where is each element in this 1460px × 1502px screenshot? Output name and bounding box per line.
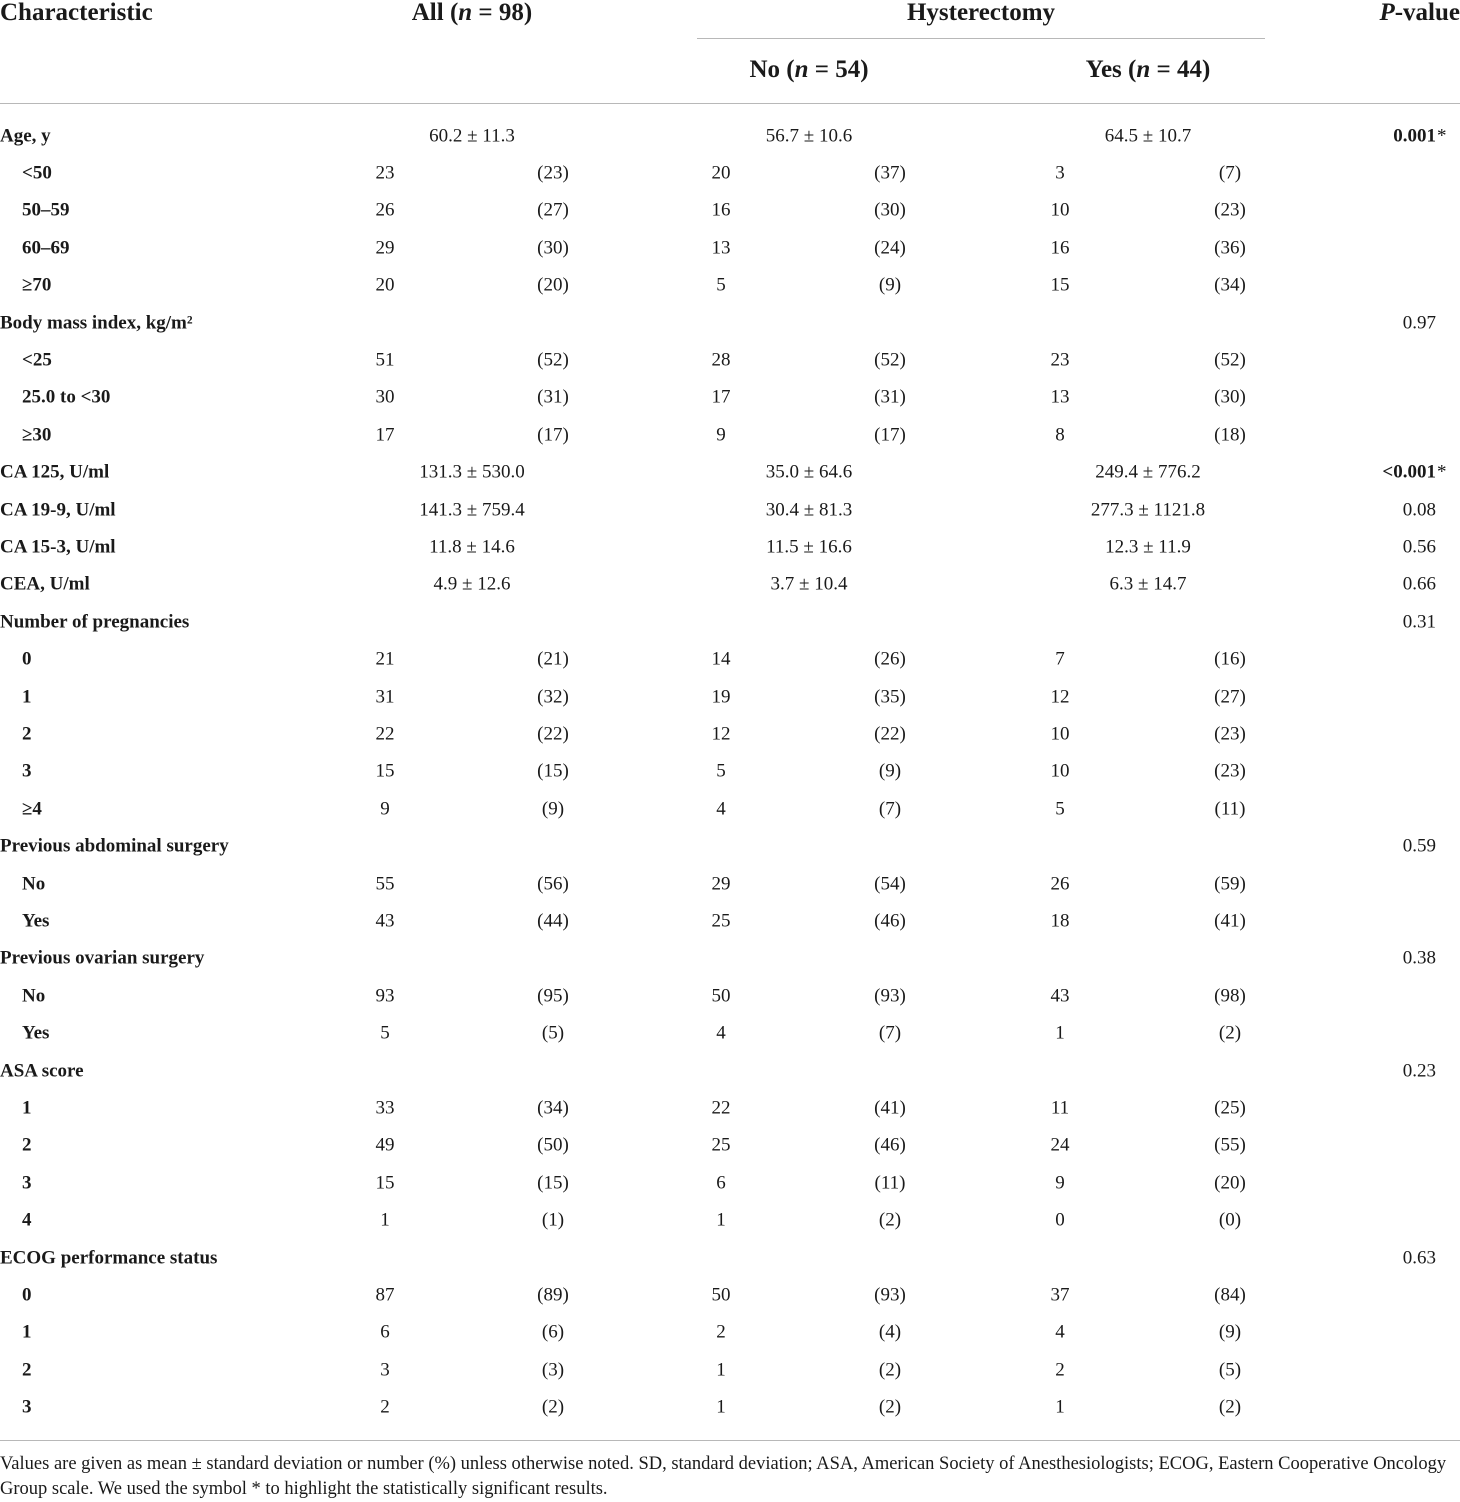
no-count: 5: [716, 274, 726, 296]
no-count: 13: [711, 237, 731, 259]
table-row: [0, 304, 1460, 341]
yes-percent: (34): [1214, 274, 1246, 296]
no-percent: (2): [878, 1209, 902, 1231]
table-bottom-rule: [0, 1440, 1460, 1441]
no-percent: (2): [878, 1359, 902, 1381]
no-count: 2: [716, 1321, 726, 1343]
no-count: 1: [716, 1396, 726, 1418]
all-percent: (56): [537, 873, 569, 895]
all-count: 23: [375, 162, 395, 184]
header-characteristic: Characteristic: [0, 0, 153, 26]
row-label: 1: [22, 1321, 32, 1343]
table-row: [0, 1276, 1460, 1313]
all-count: 93: [375, 985, 395, 1007]
yes-mean-sd: 6.3 ± 14.7: [1109, 573, 1187, 595]
yes-percent: (23): [1214, 723, 1246, 745]
p-value-number: 0.23: [1402, 1060, 1436, 1082]
all-count: 5: [380, 1022, 390, 1044]
all-count: 9: [380, 798, 390, 820]
p-value-number: 0.66: [1402, 573, 1436, 595]
all-percent: (52): [537, 349, 569, 371]
all-mean-sd: 141.3 ± 759.4: [419, 499, 525, 521]
no-count: 4: [716, 1022, 726, 1044]
header-hysterectomy: Hysterectomy: [906, 0, 1056, 26]
no-mean-sd: 3.7 ± 10.4: [770, 573, 848, 595]
all-percent: (22): [537, 723, 569, 745]
yes-count: 8: [1055, 424, 1065, 446]
row-label: 0: [22, 1284, 32, 1306]
all-count: 33: [375, 1097, 395, 1119]
all-mean-sd: 4.9 ± 12.6: [433, 573, 511, 595]
row-label: 2: [22, 723, 32, 745]
yes-count: 3: [1055, 162, 1065, 184]
all-count: 2: [380, 1396, 390, 1418]
p-value: [1403, 1061, 1436, 1080]
p-value: [1393, 126, 1436, 145]
no-count: 16: [711, 199, 731, 221]
table-row: [0, 229, 1460, 266]
no-percent: (46): [874, 1134, 906, 1156]
yes-percent: (25): [1214, 1097, 1246, 1119]
no-percent: (93): [874, 1284, 906, 1306]
yes-mean-sd: 12.3 ± 11.9: [1105, 536, 1191, 558]
header-p-value: P-value: [1379, 0, 1460, 26]
p-value-number: 0.001: [1393, 125, 1436, 147]
yes-count: 10: [1050, 199, 1070, 221]
all-percent: (2): [541, 1396, 565, 1418]
no-count: 9: [716, 424, 726, 446]
p-value-number: 0.56: [1402, 536, 1436, 558]
all-mean-sd: 60.2 ± 11.3: [429, 125, 515, 147]
row-label: 1: [22, 686, 32, 708]
all-percent: (44): [537, 910, 569, 932]
all-mean-sd: 11.8 ± 14.6: [429, 536, 515, 558]
yes-count: 7: [1055, 648, 1065, 670]
all-count: 1: [380, 1209, 390, 1231]
all-percent: (30): [537, 237, 569, 259]
table-row: [0, 753, 1460, 790]
table-row: [0, 192, 1460, 229]
table-row: [0, 1164, 1460, 1201]
no-percent: (17): [874, 424, 906, 446]
row-label: <25: [22, 349, 52, 371]
row-label: <50: [22, 162, 52, 184]
no-mean-sd: 56.7 ± 10.6: [765, 125, 853, 147]
no-percent: (7): [878, 798, 902, 820]
table-row: [0, 1239, 1460, 1276]
yes-percent: (41): [1214, 910, 1246, 932]
row-label: CEA, U/ml: [0, 573, 90, 595]
row-label: 2: [22, 1134, 32, 1156]
yes-percent: (36): [1214, 237, 1246, 259]
all-percent: (5): [541, 1022, 565, 1044]
table-row: [0, 528, 1460, 565]
row-label: 2: [22, 1359, 32, 1381]
no-count: 5: [716, 760, 726, 782]
row-label: 0: [22, 648, 32, 670]
all-count: 22: [375, 723, 395, 745]
no-percent: (30): [874, 199, 906, 221]
all-count: 3: [380, 1359, 390, 1381]
all-count: 30: [375, 386, 395, 408]
table-footnote: Values are given as mean ± standard deviation or number (%) unless otherwise noted. SD, standard deviation; ASA, American Society of Anesthesiologists; ECOG, Eastern Cooperative Oncology Group scale. We used the symbol * to highlight the statistically significant results.: [0, 1454, 1447, 1499]
all-percent: (31): [537, 386, 569, 408]
all-count: 15: [375, 760, 395, 782]
yes-count: 16: [1050, 237, 1070, 259]
no-percent: (93): [874, 985, 906, 1007]
no-percent: (37): [874, 162, 906, 184]
no-mean-sd: 11.5 ± 16.6: [766, 536, 852, 558]
all-percent: (15): [537, 760, 569, 782]
yes-mean-sd: 249.4 ± 776.2: [1095, 461, 1201, 483]
row-label: No: [22, 873, 46, 895]
yes-count: 1: [1055, 1022, 1065, 1044]
row-label: ECOG performance status: [0, 1247, 218, 1269]
row-label: Previous abdominal surgery: [0, 835, 229, 857]
row-label: ≥30: [22, 424, 52, 446]
all-percent: (23): [537, 162, 569, 184]
yes-percent: (11): [1214, 798, 1246, 820]
no-percent: (54): [874, 873, 906, 895]
yes-count: 15: [1050, 274, 1070, 296]
no-percent: (22): [874, 723, 906, 745]
p-value-number: 0.63: [1402, 1247, 1436, 1269]
table-row: [0, 790, 1460, 827]
no-count: 1: [716, 1359, 726, 1381]
row-label: 3: [22, 1172, 32, 1194]
row-label: 60–69: [22, 237, 70, 259]
no-percent: (35): [874, 686, 906, 708]
yes-percent: (30): [1214, 386, 1246, 408]
table-row: [0, 454, 1460, 491]
yes-count: 23: [1050, 349, 1070, 371]
yes-count: 2: [1055, 1359, 1065, 1381]
no-count: 28: [711, 349, 731, 371]
no-percent: (7): [878, 1022, 902, 1044]
all-mean-sd: 131.3 ± 530.0: [419, 461, 525, 483]
no-count: 14: [711, 648, 731, 670]
yes-percent: (18): [1214, 424, 1246, 446]
all-count: 20: [375, 274, 395, 296]
no-percent: (41): [874, 1097, 906, 1119]
no-count: 12: [711, 723, 731, 745]
p-value-number: 0.59: [1402, 835, 1436, 857]
p-value: [1382, 463, 1436, 482]
table-row: [0, 977, 1460, 1014]
no-count: 1: [716, 1209, 726, 1231]
yes-percent: (0): [1218, 1209, 1242, 1231]
row-label: Age, y: [0, 125, 51, 147]
yes-percent: (9): [1218, 1321, 1242, 1343]
yes-percent: (55): [1214, 1134, 1246, 1156]
all-percent: (15): [537, 1172, 569, 1194]
no-count: 25: [711, 910, 731, 932]
no-percent: (52): [874, 349, 906, 371]
no-count: 20: [711, 162, 731, 184]
row-label: ASA score: [0, 1060, 84, 1082]
table-row: [0, 940, 1460, 977]
table-row: [0, 379, 1460, 416]
table-row: [0, 1389, 1460, 1426]
row-label: CA 125, U/ml: [0, 461, 110, 483]
all-percent: (34): [537, 1097, 569, 1119]
all-percent: (1): [541, 1209, 565, 1231]
no-percent: (26): [874, 648, 906, 670]
all-percent: (9): [541, 798, 565, 820]
p-value-number: 0.38: [1402, 947, 1436, 969]
table-row: [0, 1314, 1460, 1351]
yes-percent: (2): [1218, 1396, 1242, 1418]
row-label: CA 19-9, U/ml: [0, 499, 116, 521]
no-count: 4: [716, 798, 726, 820]
significance-mark: *: [1437, 461, 1447, 483]
row-label: 3: [22, 760, 32, 782]
no-count: 50: [711, 1284, 731, 1306]
table-row: [0, 1202, 1460, 1239]
yes-count: 1: [1055, 1396, 1065, 1418]
all-percent: (20): [537, 274, 569, 296]
table-row: [0, 678, 1460, 715]
no-count: 29: [711, 873, 731, 895]
yes-count: 9: [1055, 1172, 1065, 1194]
yes-count: 10: [1050, 760, 1070, 782]
table-row: [0, 1052, 1460, 1089]
all-percent: (32): [537, 686, 569, 708]
yes-percent: (16): [1214, 648, 1246, 670]
table-row: [0, 491, 1460, 528]
no-count: 50: [711, 985, 731, 1007]
no-count: 6: [716, 1172, 726, 1194]
all-percent: (6): [541, 1321, 565, 1343]
table-row: [0, 1127, 1460, 1164]
yes-percent: (20): [1214, 1172, 1246, 1194]
all-count: 15: [375, 1172, 395, 1194]
row-label: 3: [22, 1396, 32, 1418]
no-count: 22: [711, 1097, 731, 1119]
all-count: 49: [375, 1134, 395, 1156]
yes-percent: (23): [1214, 760, 1246, 782]
row-label: ≥70: [22, 274, 52, 296]
yes-count: 4: [1055, 1321, 1065, 1343]
row-label: No: [22, 985, 46, 1007]
no-mean-sd: 35.0 ± 64.6: [765, 461, 853, 483]
no-percent: (9): [878, 274, 902, 296]
all-count: 21: [375, 648, 395, 670]
no-count: 17: [711, 386, 731, 408]
yes-count: 11: [1050, 1097, 1070, 1119]
p-value: [1403, 500, 1436, 519]
p-value-number: 0.97: [1402, 312, 1436, 334]
p-value-number: 0.31: [1402, 611, 1436, 633]
table-row: [0, 117, 1460, 154]
header-no: No (n = 54): [749, 56, 869, 83]
yes-count: 43: [1050, 985, 1070, 1007]
row-label: Body mass index, kg/m²: [0, 312, 193, 334]
all-count: 43: [375, 910, 395, 932]
all-percent: (27): [537, 199, 569, 221]
p-value: [1403, 612, 1436, 631]
no-percent: (31): [874, 386, 906, 408]
table-row: [0, 865, 1460, 902]
p-value: [1403, 575, 1436, 594]
yes-count: 18: [1050, 910, 1070, 932]
header-bottom-rule: [0, 103, 1460, 104]
all-percent: (89): [537, 1284, 569, 1306]
yes-mean-sd: 277.3 ± 1121.8: [1090, 499, 1206, 521]
table-row: [0, 1089, 1460, 1126]
table-row: [0, 416, 1460, 453]
row-label: Yes: [22, 910, 50, 932]
yes-count: 24: [1050, 1134, 1070, 1156]
no-percent: (2): [878, 1396, 902, 1418]
p-value: [1403, 1248, 1436, 1267]
table-row: [0, 341, 1460, 378]
yes-percent: (7): [1218, 162, 1242, 184]
yes-count: 5: [1055, 798, 1065, 820]
yes-count: 0: [1055, 1209, 1065, 1231]
table-row: [0, 641, 1460, 678]
yes-percent: (27): [1214, 686, 1246, 708]
yes-percent: (98): [1214, 985, 1246, 1007]
row-label: 1: [22, 1097, 32, 1119]
row-label: ≥4: [22, 798, 42, 820]
all-count: 31: [375, 686, 395, 708]
yes-count: 26: [1050, 873, 1070, 895]
row-label: Number of pregnancies: [0, 611, 190, 633]
row-label: 50–59: [22, 199, 70, 221]
no-mean-sd: 30.4 ± 81.3: [765, 499, 853, 521]
all-count: 29: [375, 237, 395, 259]
no-count: 19: [711, 686, 731, 708]
yes-count: 10: [1050, 723, 1070, 745]
all-percent: (3): [541, 1359, 565, 1381]
table-row: [0, 154, 1460, 191]
row-label: Previous ovarian surgery: [0, 947, 205, 969]
row-label: 25.0 to <30: [22, 386, 111, 408]
no-percent: (11): [874, 1172, 906, 1194]
p-value: [1403, 837, 1436, 856]
p-value-number: <0.001: [1382, 461, 1436, 483]
header-all: All (n = 98): [411, 0, 533, 26]
table-row: [0, 267, 1460, 304]
no-percent: (4): [878, 1321, 902, 1343]
p-value: [1403, 949, 1436, 968]
row-label: CA 15-3, U/ml: [0, 536, 116, 558]
yes-percent: (52): [1214, 349, 1246, 371]
table-row: [0, 1351, 1460, 1388]
row-label: 4: [22, 1209, 32, 1231]
p-value: [1403, 313, 1436, 332]
row-label: Yes: [22, 1022, 50, 1044]
yes-count: 37: [1050, 1284, 1070, 1306]
yes-count: 12: [1050, 686, 1070, 708]
p-value: [1403, 538, 1436, 557]
table-row: [0, 603, 1460, 640]
table-row: [0, 902, 1460, 939]
table-row: [0, 1015, 1460, 1052]
yes-count: 13: [1050, 386, 1070, 408]
all-count: 26: [375, 199, 395, 221]
all-percent: (50): [537, 1134, 569, 1156]
all-percent: (17): [537, 424, 569, 446]
all-count: 51: [375, 349, 395, 371]
yes-percent: (84): [1214, 1284, 1246, 1306]
all-count: 87: [375, 1284, 395, 1306]
yes-percent: (23): [1214, 199, 1246, 221]
no-percent: (9): [878, 760, 902, 782]
p-value-number: 0.08: [1402, 499, 1436, 521]
all-count: 17: [375, 424, 395, 446]
yes-percent: (5): [1218, 1359, 1242, 1381]
table-row: [0, 715, 1460, 752]
table-row: [0, 828, 1460, 865]
yes-percent: (2): [1218, 1022, 1242, 1044]
no-count: 25: [711, 1134, 731, 1156]
all-count: 6: [380, 1321, 390, 1343]
significance-mark: *: [1437, 125, 1447, 147]
header-yes: Yes (n = 44): [1085, 56, 1211, 83]
yes-mean-sd: 64.5 ± 10.7: [1104, 125, 1192, 147]
yes-percent: (59): [1214, 873, 1246, 895]
no-percent: (24): [874, 237, 906, 259]
all-count: 55: [375, 873, 395, 895]
all-percent: (95): [537, 985, 569, 1007]
table-row: [0, 566, 1460, 603]
hysterectomy-span-rule: [697, 38, 1265, 39]
no-percent: (46): [874, 910, 906, 932]
all-percent: (21): [537, 648, 569, 670]
